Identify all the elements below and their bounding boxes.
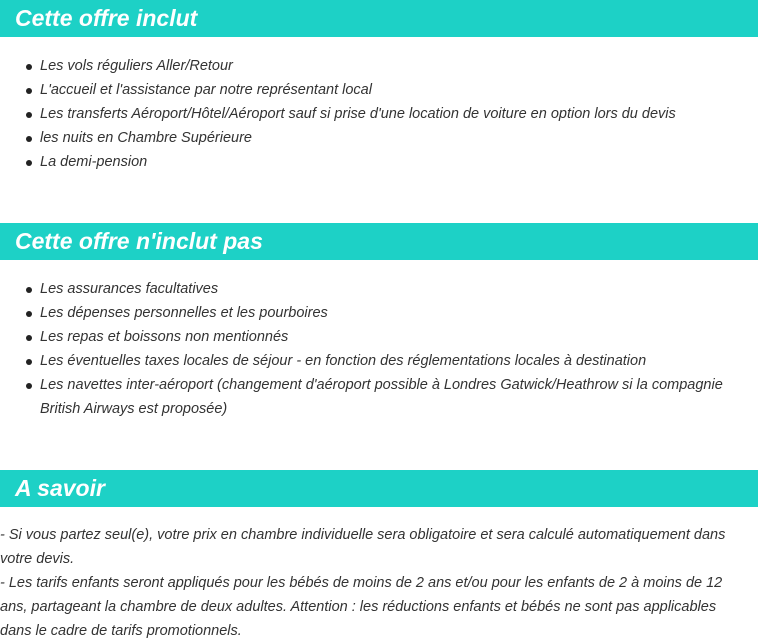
list-item [22,126,758,150]
list-item-text: Les vols réguliers Aller/Retour [40,58,233,74]
bullet-icon [26,311,32,317]
list-item [22,150,758,174]
excludes-title: Cette offre n'inclut pas [0,223,758,260]
list-item [22,349,758,373]
list-item-text: Les assurances facultatives [40,281,219,297]
info-body [0,507,758,643]
bullet-icon [26,64,32,70]
list-item-text: Les transferts Aéroport/Hôtel/Aéroport sauf si prise d'une location de voiture en option lors du devis [40,106,676,122]
list-item-text: Les dépenses personnelles et les pourboires [40,305,328,321]
bullet-icon [26,335,32,341]
list-item [22,373,758,421]
info-paragraph: - Si vous partez seul(e), votre prix en chambre individuelle sera obligatoire et sera calculé automatiquement dans votre devis. [0,527,726,567]
list-item-text: Les navettes inter-aéroport (changement d'aéroport possible à Londres Gatwick/Heathrow si la compagnie British Airways est proposée) [40,377,723,417]
list-item [22,301,758,325]
excludes-list [0,260,758,421]
excludes-section [0,223,758,421]
includes-list [0,37,758,174]
info-section [0,470,758,643]
bullet-icon [26,359,32,365]
list-item [22,325,758,349]
includes-title: Cette offre inclut [0,0,758,37]
bullet-icon [26,160,32,166]
list-item [22,102,758,126]
list-item-text: Les éventuelles taxes locales de séjour - en fonction des réglementations locales à destination [40,353,647,369]
list-item-text: les nuits en Chambre Supérieure [40,130,252,146]
list-item-text: L'accueil et l'assistance par notre représentant local [40,82,372,98]
list-item [22,277,758,301]
bullet-icon [26,287,32,293]
list-item-text: Les repas et boissons non mentionnés [40,329,289,345]
bullet-icon [26,88,32,94]
list-item-text: La demi-pension [40,154,148,170]
bullet-icon [26,112,32,118]
includes-section [0,0,758,174]
list-item [22,78,758,102]
bullet-icon [26,136,32,142]
info-title: A savoir [0,470,758,507]
bullet-icon [26,383,32,389]
list-item [22,54,758,78]
info-paragraph: - Les tarifs enfants seront appliqués pour les bébés de moins de 2 ans et/ou pour les enfants de 2 à moins de 12 ans, partageant la chambre de deux adultes. Attention : les réductions enfants et bébés ne sont pas applicables dans le cadre de tarifs promotionnels. [0,575,723,639]
